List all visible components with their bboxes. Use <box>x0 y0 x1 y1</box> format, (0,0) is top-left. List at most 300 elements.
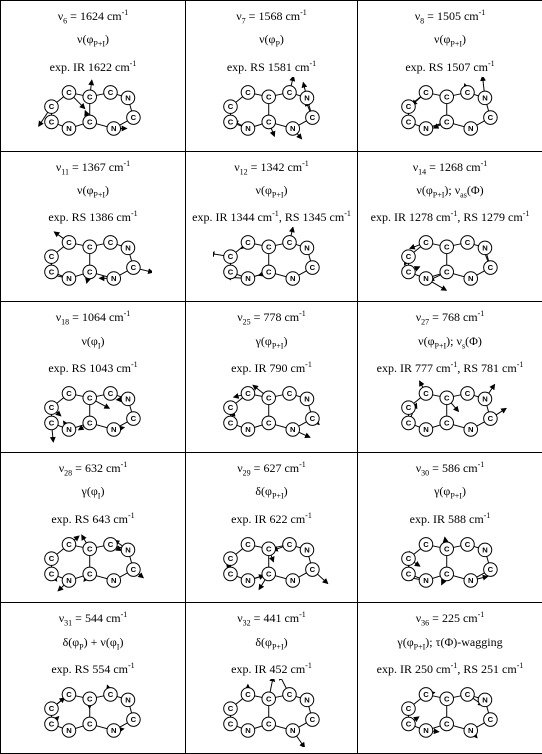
mode-frequency: $\nu_{18} = 1064$ $cm^{-1}$ <box>55 309 131 327</box>
atom-carbon <box>45 551 59 565</box>
atom-label: C <box>227 418 233 428</box>
atom-label: N <box>66 123 72 133</box>
molecule-displacement-diagram <box>213 77 331 145</box>
mode-assignment: $\gamma(\varphi_{P+I})$ <box>255 333 288 350</box>
atom-carbon <box>402 401 416 415</box>
atom-carbon <box>127 261 141 275</box>
mode-frequency: $\nu_{30} = 586$ $cm^{-1}$ <box>415 459 485 478</box>
atom-label: C <box>464 389 471 399</box>
atom-label: C <box>487 414 494 424</box>
atom-carbon <box>261 416 275 430</box>
atom-nitrogen <box>285 272 299 286</box>
atom-nitrogen <box>121 241 135 255</box>
mode-experimental: exp. IR 1344 $cm^{-1}$, RS 1345 $cm^{-1}$ <box>192 209 351 225</box>
atom-label: C <box>265 242 271 252</box>
atom-label: N <box>482 545 488 555</box>
atom-carbon <box>402 250 416 264</box>
atom-label: C <box>48 252 55 262</box>
atom-label: C <box>405 553 412 563</box>
atom-carbon <box>62 537 76 551</box>
atom-label: N <box>111 575 117 585</box>
atom-carbon <box>484 562 498 576</box>
atom-carbon <box>241 236 255 250</box>
atom-label: C <box>265 569 271 579</box>
atom-label: N <box>289 726 296 736</box>
atom-label: C <box>48 553 55 563</box>
atom-nitrogen <box>300 693 314 707</box>
mode-assignment: $\nu(\varphi_{P+I})$ <box>255 182 288 200</box>
atom-label: N <box>125 93 131 103</box>
atom-label: N <box>125 695 131 705</box>
atom-carbon <box>261 391 275 405</box>
atom-carbon <box>241 85 255 99</box>
atom-label: C <box>265 393 271 403</box>
mode-experimental: exp. RS 1507 $cm^{-1}$ <box>405 58 495 74</box>
atom-label: C <box>286 539 292 549</box>
mode-assignment: $\nu(\varphi_{P+I})$ <box>434 32 466 49</box>
atom-label: C <box>86 393 93 403</box>
atom-carbon <box>402 567 416 581</box>
atom-carbon <box>440 115 454 129</box>
atom-label: N <box>66 726 72 736</box>
atom-nitrogen <box>62 724 76 738</box>
atom-carbon <box>83 717 97 731</box>
atom-nitrogen <box>62 573 76 587</box>
atom-carbon <box>83 542 97 556</box>
atom-carbon <box>62 387 76 401</box>
atom-nitrogen <box>241 272 255 286</box>
mode-experimental: exp. RS 554 $cm^{-1}$ <box>51 661 135 677</box>
molecule-displacement-diagram <box>34 679 152 747</box>
atom-nitrogen <box>300 392 314 406</box>
mode-experimental: exp. IR 250 $cm^{-1}$, RS 251 $cm^{-1}$ <box>376 661 524 677</box>
atom-nitrogen <box>478 392 492 406</box>
atom-label: C <box>66 539 72 549</box>
mode-frequency: $\nu_{12} = 1342$ $cm^{-1}$ <box>234 158 309 176</box>
atom-label: N <box>125 545 131 555</box>
atom-carbon <box>223 115 237 129</box>
atom-carbon <box>282 85 296 99</box>
atom-nitrogen <box>419 121 433 135</box>
mode-row <box>1 603 542 754</box>
atom-label: C <box>48 267 55 277</box>
mode-cell <box>186 1 358 152</box>
atom-label: N <box>468 726 474 736</box>
atom-label: C <box>86 569 93 579</box>
mode-experimental: exp. RS 1386 $cm^{-1}$ <box>48 209 138 225</box>
mode-frequency: $\nu_{28} = 632$ $cm^{-1}$ <box>58 459 128 478</box>
atom-label: C <box>464 690 471 700</box>
atom-carbon <box>282 688 296 702</box>
atom-nitrogen <box>121 392 135 406</box>
atom-label: C <box>48 102 55 112</box>
atom-nitrogen <box>107 272 121 286</box>
atom-label: C <box>405 704 412 714</box>
atom-label: N <box>482 695 488 705</box>
atom-carbon <box>83 115 97 129</box>
atom-carbon <box>419 537 433 551</box>
molecule-displacement-diagram <box>213 378 331 446</box>
atom-nitrogen <box>121 543 135 557</box>
atom-label: N <box>244 274 251 284</box>
atom-label: C <box>227 252 233 262</box>
atom-label: C <box>244 389 251 399</box>
mode-experimental: exp. IR 588 $cm^{-1}$ <box>409 510 491 526</box>
atom-label: N <box>66 425 72 435</box>
atom-carbon <box>440 240 454 254</box>
atom-nitrogen <box>419 724 433 738</box>
atom-carbon <box>241 387 255 401</box>
atom-label: C <box>443 117 450 127</box>
atom-carbon <box>440 391 454 405</box>
atom-label: C <box>443 694 450 704</box>
atom-carbon <box>440 266 454 280</box>
mode-cell <box>186 452 358 603</box>
mode-assignment: $\nu(\varphi_{P+I})$ <box>77 182 109 200</box>
atom-label: C <box>244 690 251 700</box>
atom-carbon <box>484 713 498 727</box>
atom-nitrogen <box>285 724 299 738</box>
atom-carbon <box>461 387 475 401</box>
atom-nitrogen <box>464 724 478 738</box>
atom-label: N <box>244 575 251 585</box>
atom-carbon <box>461 537 475 551</box>
mode-frequency: $\nu_{14} = 1268$ $cm^{-1}$ <box>412 158 488 176</box>
atom-carbon <box>305 562 319 576</box>
atom-label: C <box>86 117 93 127</box>
atom-carbon <box>45 717 59 731</box>
atom-label: N <box>111 425 117 435</box>
atom-label: C <box>309 263 315 273</box>
atom-carbon <box>484 261 498 275</box>
atom-carbon <box>282 236 296 250</box>
atom-label: N <box>468 425 474 435</box>
atom-label: C <box>464 238 471 248</box>
atom-carbon <box>261 567 275 581</box>
atom-label: C <box>86 418 93 428</box>
atom-carbon <box>83 90 97 104</box>
atom-label: C <box>86 543 93 553</box>
atom-label: C <box>86 267 93 277</box>
atom-label: N <box>111 274 117 284</box>
atom-label: C <box>443 393 450 403</box>
atom-nitrogen <box>62 121 76 135</box>
atom-label: C <box>309 414 315 424</box>
atom-label: N <box>303 695 310 705</box>
atom-carbon <box>261 115 275 129</box>
atom-carbon <box>419 85 433 99</box>
atom-label: C <box>227 719 233 729</box>
atom-nitrogen <box>285 573 299 587</box>
atom-carbon <box>419 688 433 702</box>
atom-label: N <box>125 394 131 404</box>
atom-label: C <box>66 238 72 248</box>
mode-experimental: exp. IR 790 $cm^{-1}$ <box>231 359 312 375</box>
atom-nitrogen <box>300 241 314 255</box>
atom-label: C <box>48 719 55 729</box>
atom-carbon <box>104 236 118 250</box>
atom-label: C <box>227 704 233 714</box>
atom-label: N <box>482 394 488 404</box>
atom-label: C <box>86 694 93 704</box>
atom-carbon <box>440 717 454 731</box>
atom-carbon <box>261 692 275 706</box>
atom-carbon <box>241 688 255 702</box>
atom-label: C <box>405 403 412 413</box>
mode-assignment: $\nu(\varphi_I)$ <box>81 333 105 350</box>
mode-frequency: $\nu_{25} = 778$ $cm^{-1}$ <box>237 309 306 327</box>
atom-nitrogen <box>478 241 492 255</box>
mode-assignment: $\gamma(\varphi_{P+I})$; τ(Φ)-wagging <box>397 634 503 652</box>
atom-carbon <box>402 115 416 129</box>
atom-nitrogen <box>121 91 135 105</box>
atom-carbon <box>402 416 416 430</box>
atom-carbon <box>305 713 319 727</box>
atom-label: C <box>227 403 233 413</box>
atom-label: C <box>309 564 315 574</box>
atom-label: N <box>289 425 296 435</box>
atom-label: C <box>227 102 233 112</box>
atom-nitrogen <box>62 423 76 437</box>
atom-label: C <box>265 92 271 102</box>
atom-label: C <box>487 564 494 574</box>
mode-assignment: $\delta(\varphi_P) + \nu(\varphi_I)$ <box>62 634 124 652</box>
atom-carbon <box>402 551 416 565</box>
atom-label: C <box>443 92 450 102</box>
mode-cell <box>1 151 186 302</box>
atom-carbon <box>45 250 59 264</box>
atom-label: C <box>286 389 292 399</box>
mode-cell <box>1 302 186 453</box>
atom-carbon <box>223 416 237 430</box>
atom-label: C <box>244 238 251 248</box>
mode-experimental: exp. IR 1622 $cm^{-1}$ <box>49 58 137 74</box>
atom-carbon <box>104 387 118 401</box>
atom-label: C <box>443 719 450 729</box>
atom-label: C <box>66 87 72 97</box>
atom-carbon <box>440 567 454 581</box>
atom-carbon <box>104 688 118 702</box>
atom-label: C <box>130 414 137 424</box>
atom-label: C <box>405 267 412 277</box>
atom-carbon <box>127 562 141 576</box>
atom-label: C <box>423 539 429 549</box>
atom-carbon <box>440 90 454 104</box>
molecule-displacement-diagram <box>391 227 509 295</box>
atom-label: N <box>303 243 310 253</box>
atom-label: N <box>468 123 474 133</box>
atom-carbon <box>83 567 97 581</box>
atom-label: C <box>265 267 271 277</box>
atom-nitrogen <box>121 693 135 707</box>
atom-carbon <box>45 567 59 581</box>
atom-nitrogen <box>419 573 433 587</box>
atom-carbon <box>305 261 319 275</box>
atom-label: N <box>289 274 296 284</box>
atom-label: N <box>423 123 429 133</box>
atom-nitrogen <box>285 423 299 437</box>
molecule-displacement-diagram <box>34 529 152 597</box>
atom-label: C <box>405 117 412 127</box>
atom-carbon <box>484 412 498 426</box>
atom-label: N <box>111 123 117 133</box>
atom-label: C <box>487 112 494 122</box>
atom-nitrogen <box>478 91 492 105</box>
atom-label: C <box>464 87 471 97</box>
mode-row <box>1 452 542 603</box>
atom-label: N <box>303 394 310 404</box>
atom-nitrogen <box>419 272 433 286</box>
atom-carbon <box>104 85 118 99</box>
atom-carbon <box>484 111 498 125</box>
atom-carbon <box>305 412 319 426</box>
atom-label: C <box>244 539 251 549</box>
mode-assignment: $\nu(\varphi_{P+I})$ <box>77 32 109 49</box>
atom-label: C <box>443 569 450 579</box>
atom-carbon <box>261 717 275 731</box>
atom-label: C <box>286 690 292 700</box>
atom-carbon <box>461 85 475 99</box>
atom-label: C <box>443 543 450 553</box>
atom-label: C <box>107 389 114 399</box>
atom-carbon <box>127 412 141 426</box>
mode-frequency: $\nu_{29} = 627$ $cm^{-1}$ <box>237 459 306 478</box>
atom-label: C <box>423 238 429 248</box>
atom-label: N <box>111 726 117 736</box>
atom-label: N <box>244 123 251 133</box>
atom-nitrogen <box>107 423 121 437</box>
atom-label: C <box>309 715 315 725</box>
atom-label: N <box>289 575 296 585</box>
atom-carbon <box>127 111 141 125</box>
atom-carbon <box>223 266 237 280</box>
mode-frequency: $\nu_{27} = 768$ $cm^{-1}$ <box>415 309 485 327</box>
atom-label: N <box>244 425 251 435</box>
mode-experimental: exp. RS 1043 $cm^{-1}$ <box>48 359 138 375</box>
atom-label: C <box>227 553 233 563</box>
mode-frequency: $\nu_7 = 1568$ $cm^{-1}$ <box>236 8 307 26</box>
atom-carbon <box>419 236 433 250</box>
mode-cell <box>1 452 186 603</box>
atom-label: C <box>86 719 93 729</box>
mode-frequency: $\nu_{32} = 441$ $cm^{-1}$ <box>237 610 306 628</box>
atom-carbon <box>83 416 97 430</box>
atom-label: C <box>130 715 137 725</box>
atom-nitrogen <box>478 543 492 557</box>
atom-carbon <box>45 401 59 415</box>
atom-nitrogen <box>107 724 121 738</box>
atom-carbon <box>282 387 296 401</box>
mode-cell <box>358 452 542 603</box>
atom-label: C <box>48 704 55 714</box>
atom-nitrogen <box>62 272 76 286</box>
atom-label: N <box>423 274 429 284</box>
atom-label: N <box>482 243 488 253</box>
mode-assignment: $\gamma(\varphi_I)$ <box>81 484 105 501</box>
atom-carbon <box>62 688 76 702</box>
atom-label: N <box>289 123 296 133</box>
atom-label: C <box>107 539 114 549</box>
atom-label: C <box>107 87 114 97</box>
atom-label: C <box>48 403 55 413</box>
mode-cell <box>186 302 358 453</box>
atom-label: N <box>125 243 131 253</box>
atom-label: N <box>244 726 251 736</box>
atom-nitrogen <box>419 423 433 437</box>
atom-label: C <box>227 117 233 127</box>
mode-experimental: exp. IR 777 $cm^{-1}$, RS 781 $cm^{-1}$ <box>376 359 524 375</box>
mode-cell <box>1 1 186 152</box>
atom-carbon <box>402 100 416 114</box>
atom-label: N <box>423 575 429 585</box>
mode-cell <box>358 1 542 152</box>
atom-carbon <box>261 90 275 104</box>
atom-carbon <box>45 416 59 430</box>
mode-frequency: $\nu_6 = 1624$ $cm^{-1}$ <box>57 8 129 26</box>
mode-frequency: $\nu_8 = 1505$ $cm^{-1}$ <box>414 8 486 26</box>
mode-cell <box>186 603 358 754</box>
atom-carbon <box>402 717 416 731</box>
atom-carbon <box>440 416 454 430</box>
atom-carbon <box>461 688 475 702</box>
atom-carbon <box>223 551 237 565</box>
mode-cell <box>358 603 542 754</box>
mode-cell <box>358 302 542 453</box>
mode-experimental: exp. IR 622 $cm^{-1}$ <box>231 510 312 526</box>
mode-assignment: $\delta(\varphi_{P+I})$ <box>255 634 288 652</box>
atom-label: C <box>309 112 315 122</box>
mode-row <box>1 151 542 302</box>
atom-nitrogen <box>241 423 255 437</box>
mode-cell <box>1 603 186 754</box>
atom-label: N <box>468 274 474 284</box>
atom-carbon <box>402 266 416 280</box>
atom-carbon <box>282 537 296 551</box>
atom-carbon <box>62 85 76 99</box>
atom-carbon <box>127 713 141 727</box>
atom-carbon <box>241 537 255 551</box>
atom-carbon <box>83 391 97 405</box>
atom-nitrogen <box>241 724 255 738</box>
atom-carbon <box>305 111 319 125</box>
atom-label: C <box>265 694 271 704</box>
atom-label: C <box>265 719 271 729</box>
atom-nitrogen <box>107 121 121 135</box>
atom-carbon <box>261 240 275 254</box>
atom-label: N <box>468 575 474 585</box>
molecule-displacement-diagram <box>34 227 152 295</box>
atom-label: C <box>265 117 271 127</box>
atom-label: C <box>405 102 412 112</box>
mode-experimental: exp. RS 1581 $cm^{-1}$ <box>226 58 317 74</box>
atom-label: C <box>286 238 292 248</box>
atom-carbon <box>45 115 59 129</box>
atom-carbon <box>223 100 237 114</box>
atom-label: N <box>423 425 429 435</box>
atom-label: C <box>443 267 450 277</box>
atom-label: C <box>405 252 412 262</box>
mode-cell <box>358 151 542 302</box>
atom-label: C <box>107 690 114 700</box>
mode-assignment: $\nu(\varphi_{P+I})$; $\nu_s(\Phi)$ <box>418 333 482 350</box>
atom-label: C <box>405 569 412 579</box>
atom-carbon <box>402 702 416 716</box>
atom-label: C <box>130 263 137 273</box>
atom-label: C <box>423 690 429 700</box>
molecule-displacement-diagram <box>213 529 331 597</box>
atom-label: N <box>482 93 488 103</box>
atom-label: C <box>227 569 233 579</box>
